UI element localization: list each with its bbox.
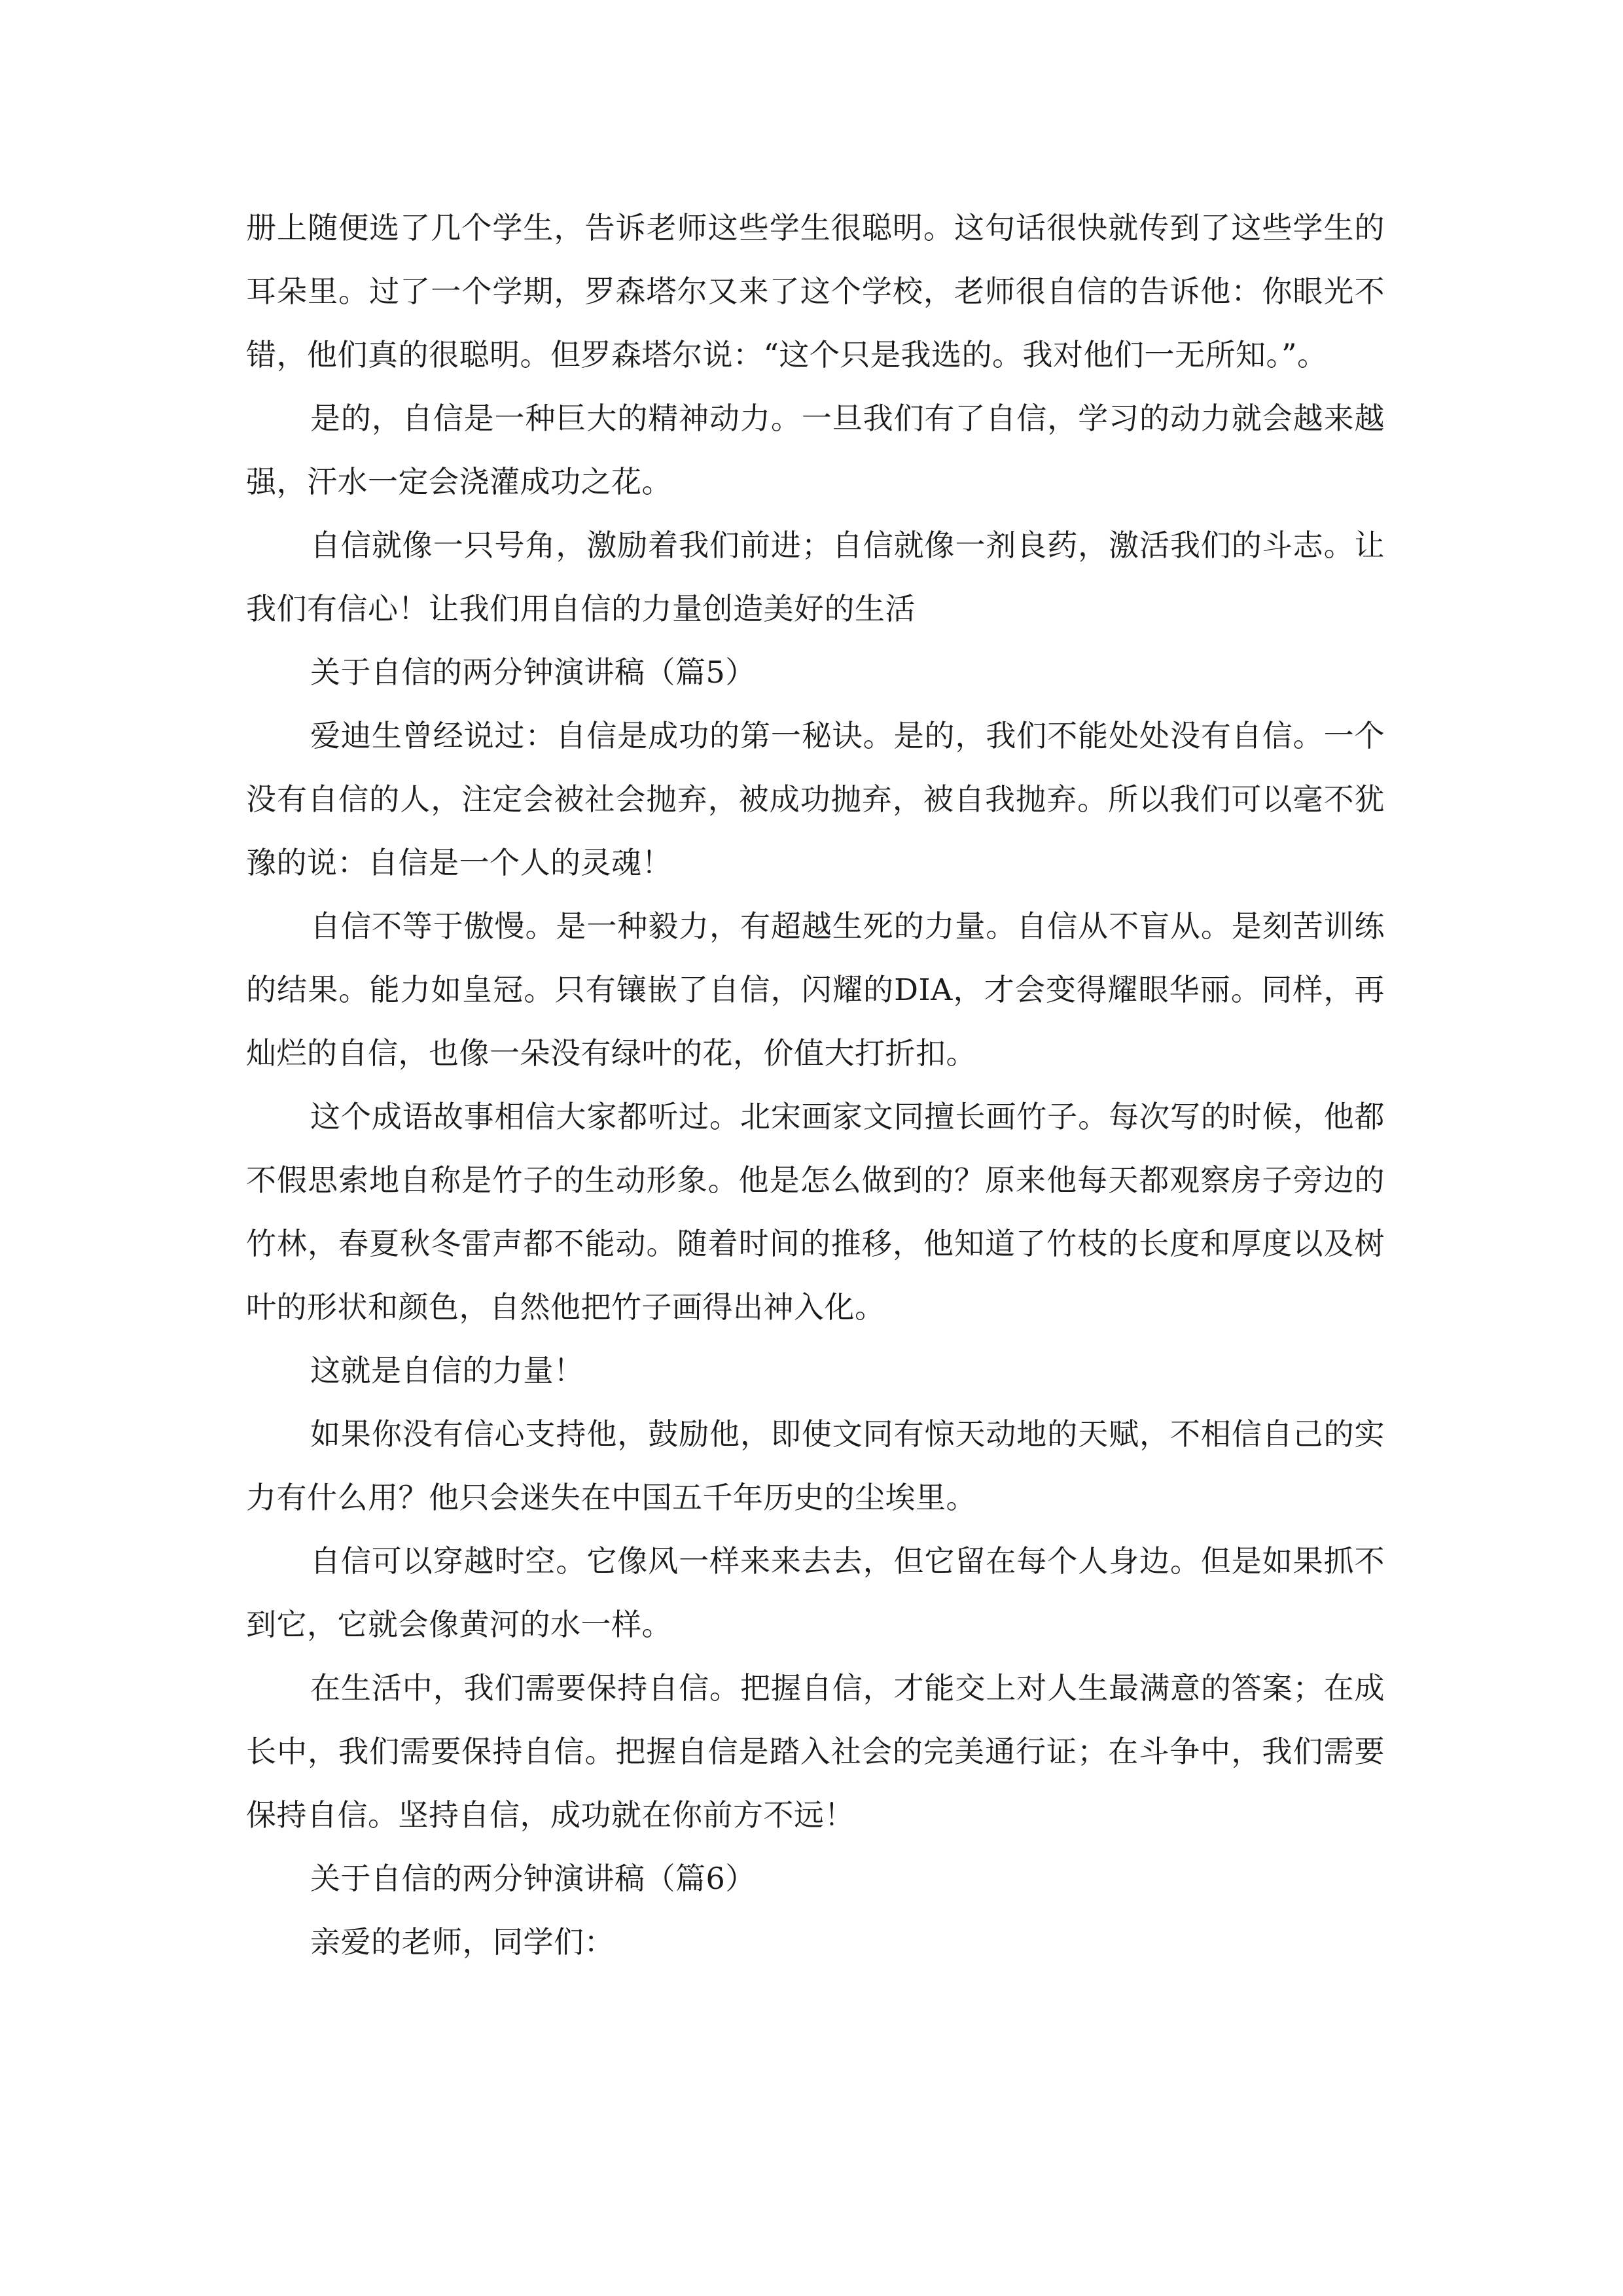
section-heading-5: 关于自信的两分钟演讲稿（篇5） (310, 655, 756, 690)
section-heading-6: 关于自信的两分钟演讲稿（篇6） (310, 1861, 756, 1896)
paragraph-continuation: 册上随便选了几个学生，告诉老师这些学生很聪明。这句话很快就传到了这些学生的耳朵里。过了一个学期，罗森塔尔又来了这个学校，老师很自信的告诉他：你眼光不错，他们真的很聪明。但罗森塔尔说：“这个只是我选的。我对他们一无所知。”。 (246, 210, 1385, 372)
paragraph: 自信就像一只号角，激励着我们前进；自信就像一剂良药，激活我们的斗志。让我们有信心！让我们用自信的力量创造美好的生活 (246, 528, 1385, 626)
paragraph: 爱迪生曾经说过：自信是成功的第一秘诀。是的，我们不能处处没有自信。一个没有自信的人，注定会被社会抛弃，被成功抛弃，被自我抛弃。所以我们可以毫不犹豫的说：自信是一个人的灵魂！ (246, 718, 1385, 880)
paragraph: 这就是自信的力量！ (310, 1353, 584, 1388)
paragraph: 是的，自信是一种巨大的精神动力。一旦我们有了自信，学习的动力就会越来越强，汗水一定会浇灌成功之花。 (246, 401, 1385, 499)
paragraph: 这个成语故事相信大家都听过。北宋画家文同擅长画竹子。每次写的时候，他都不假思索地自称是竹子的生动形象。他是怎么做到的？原来他每天都观察房子旁边的竹林，春夏秋冬雷声都不能动。随着时间的推移，他知道了竹枝的长度和厚度以及树叶的形状和颜色，自然他把竹子画得出神入化。 (246, 1099, 1385, 1325)
paragraph: 如果你没有信心支持他，鼓励他，即使文同有惊天动地的天赋，不相信自己的实力有什么用？他只会迷失在中国五千年历史的尘埃里。 (246, 1416, 1385, 1515)
document-body (246, 196, 1385, 1974)
paragraph: 自信可以穿越时空。它像风一样来来去去，但它留在每个人身边。但是如果抓不到它，它就会像黄河的水一样。 (246, 1543, 1385, 1642)
salutation: 亲爱的老师，同学们： (310, 1924, 615, 1960)
paragraph: 自信不等于傲慢。是一种毅力，有超越生死的力量。自信从不盲从。是刻苦训练的结果。能力如皇冠。只有镶嵌了自信，闪耀的DIA，才会变得耀眼华丽。同样，再灿烂的自信，也像一朵没有绿叶的花，价值大打折扣。 (246, 908, 1385, 1071)
paragraph: 在生活中，我们需要保持自信。把握自信，才能交上对人生最满意的答案；在成长中，我们需要保持自信。把握自信是踏入社会的完美通行证；在斗争中，我们需要保持自信。坚持自信，成功就在你前方不远！ (246, 1670, 1385, 1833)
